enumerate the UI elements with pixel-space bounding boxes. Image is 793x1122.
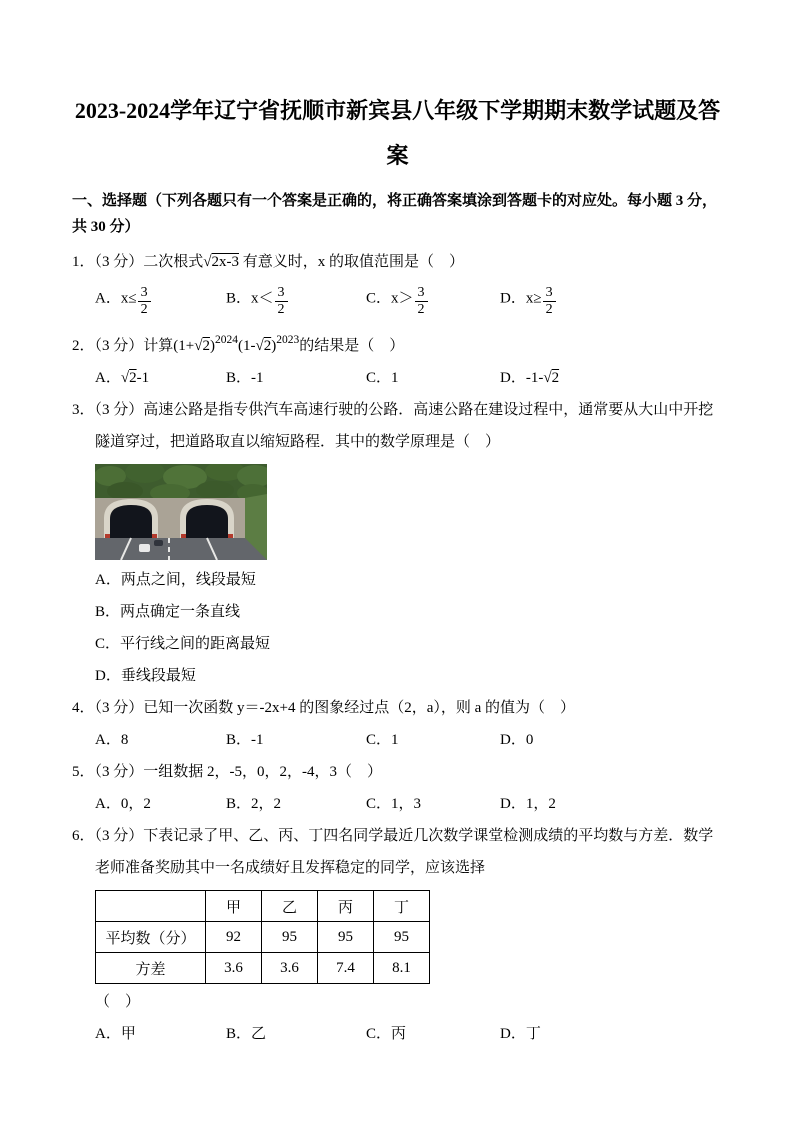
option-d: D．0 bbox=[500, 732, 534, 748]
table-row-label: 平均数（分） bbox=[96, 922, 206, 953]
option-d-text: D．x≥ bbox=[500, 290, 542, 307]
option-c: C．丙 bbox=[366, 1026, 407, 1042]
question-6 bbox=[72, 820, 723, 1050]
radicand: 2 bbox=[551, 370, 560, 386]
tunnel-right bbox=[181, 502, 233, 538]
option-b: B．-1 bbox=[226, 732, 264, 748]
section-header: 一、选择题（下列各题只有一个答案是正确的，将正确答案填涂到答题卡的对应处。每小题 3 分，共 30 分） bbox=[72, 193, 718, 235]
table-cell: 3.6 bbox=[206, 953, 262, 984]
option-a-rest: -1 bbox=[136, 370, 150, 386]
tunnel-left bbox=[105, 502, 157, 538]
option-c-text: C．x＞ bbox=[366, 290, 414, 307]
table-cell: 3.6 bbox=[262, 953, 318, 984]
option-b: B．2，2 bbox=[226, 796, 282, 812]
radicand: 2 bbox=[263, 338, 272, 354]
page-title: 2023-2024学年辽宁省抚顺市新宾县八年级下学期期末数学试题及答案 bbox=[74, 98, 721, 168]
table-header-row bbox=[96, 891, 430, 922]
option-a: A．0，2 bbox=[95, 796, 151, 812]
fraction-denominator: 2 bbox=[277, 301, 285, 317]
fraction bbox=[415, 285, 428, 317]
score-table bbox=[95, 890, 430, 984]
fraction bbox=[543, 285, 556, 317]
table-row-mean bbox=[96, 922, 430, 953]
fraction-denominator: 2 bbox=[545, 301, 553, 317]
radicand: 2 bbox=[202, 338, 210, 354]
option-b bbox=[226, 285, 366, 317]
car-white bbox=[139, 544, 150, 552]
radical-icon: √ bbox=[255, 338, 264, 354]
option-b: B．乙 bbox=[226, 1026, 267, 1042]
table-col-header: 丙 bbox=[318, 891, 374, 922]
option-d bbox=[500, 362, 723, 394]
paren-close: ) bbox=[271, 338, 277, 354]
fraction bbox=[275, 285, 288, 317]
question-2-stem-pre: 2．（3 分）计算 bbox=[72, 338, 174, 354]
question-4 bbox=[72, 692, 723, 756]
fraction-denominator: 2 bbox=[140, 301, 148, 317]
question-6-stem: 6．（3 分）下表记录了甲、乙、丙、丁四名同学最近几次数学课堂检测成绩的平均数与方差．数学老师准备奖励其中一名成绩好且发挥稳定的同学，应该选择 bbox=[72, 828, 714, 876]
fraction bbox=[138, 285, 151, 317]
option-a bbox=[95, 285, 226, 317]
question-1-stem-pre: 1．（3 分）二次根式 bbox=[72, 254, 204, 270]
radical-icon: √ bbox=[120, 370, 130, 386]
question-5-options bbox=[72, 788, 723, 820]
radicand: 2x-3 bbox=[211, 254, 239, 270]
table-row-variance bbox=[96, 953, 430, 984]
table-corner-cell bbox=[96, 891, 206, 922]
option-d-pre: -1- bbox=[525, 370, 544, 386]
table-cell: 8.1 bbox=[374, 953, 430, 984]
exponent: 2023 bbox=[276, 334, 300, 346]
question-5-stem: 5．（3 分）一组数据 2，-5，0，2，-4，3（ ） bbox=[72, 764, 382, 780]
option-d bbox=[500, 285, 723, 317]
table-row-label: 方差 bbox=[96, 953, 206, 984]
question-3-option-a: A．两点之间，线段最短 bbox=[95, 572, 256, 588]
roadway bbox=[95, 538, 267, 560]
option-c bbox=[366, 285, 500, 317]
question-3-option-d: D．垂线段最短 bbox=[95, 668, 196, 684]
question-1 bbox=[72, 246, 723, 324]
question-2-stem-post: 的结果是（ ） bbox=[299, 338, 405, 354]
option-b-text: B．x＜ bbox=[226, 290, 274, 307]
power-expression-2 bbox=[237, 334, 300, 354]
radicand: 2 bbox=[129, 370, 137, 386]
question-3-option-c: C．平行线之间的距离最短 bbox=[95, 636, 271, 652]
radical-icon: √ bbox=[543, 370, 552, 386]
fraction-numerator: 3 bbox=[543, 285, 556, 301]
option-a: A．甲 bbox=[95, 1026, 136, 1042]
table-col-header: 乙 bbox=[262, 891, 318, 922]
table-cell: 95 bbox=[318, 922, 374, 953]
tunnel-photo bbox=[95, 464, 267, 560]
paren-close: ) bbox=[209, 338, 215, 354]
table-col-header: 甲 bbox=[206, 891, 262, 922]
table-col-header: 丁 bbox=[374, 891, 430, 922]
radical-icon: √ bbox=[203, 254, 212, 270]
paren-open: (1+ bbox=[173, 338, 195, 354]
question-4-stem: 4．（3 分）已知一次函数 y＝-2x+4 的图象经过点（2，a），则 a 的值为（ ） bbox=[72, 700, 576, 716]
option-c: C．1 bbox=[366, 732, 399, 748]
fraction-denominator: 2 bbox=[417, 301, 425, 317]
option-a-label: A． bbox=[95, 370, 121, 386]
radical-icon: √ bbox=[194, 338, 203, 354]
option-a bbox=[95, 362, 226, 394]
exponent: 2024 bbox=[214, 334, 238, 346]
power-expression-1 bbox=[173, 334, 238, 354]
question-3-stem: 3．（3 分）高速公路是指专供汽车高速行驶的公路．高速公路在建设过程中，通常要从大山中开挖隧道穿过，把道路取直以缩短路程．其中的数学原理是（ ） bbox=[72, 402, 714, 450]
question-6-options bbox=[72, 1018, 723, 1050]
table-cell: 95 bbox=[374, 922, 430, 953]
sqrt-expression bbox=[203, 254, 239, 270]
option-d: D．丁 bbox=[500, 1026, 541, 1042]
option-a-text: A．x≤ bbox=[95, 290, 137, 307]
option-b: B．-1 bbox=[226, 370, 264, 386]
option-c: C．1 bbox=[366, 370, 399, 386]
question-2 bbox=[72, 324, 723, 394]
option-d: D．1，2 bbox=[500, 796, 556, 812]
option-c: C．1，3 bbox=[366, 796, 422, 812]
question-1-options bbox=[72, 278, 723, 324]
question-2-options bbox=[72, 362, 723, 394]
option-d-label: D． bbox=[500, 370, 526, 386]
table-cell: 7.4 bbox=[318, 953, 374, 984]
question-3-option-b: B．两点确定一条直线 bbox=[95, 604, 241, 620]
fraction-numerator: 3 bbox=[415, 285, 428, 301]
question-2-stem bbox=[72, 324, 723, 362]
hillside bbox=[95, 464, 267, 502]
table-cell: 92 bbox=[206, 922, 262, 953]
fraction-numerator: 3 bbox=[275, 285, 288, 301]
table-cell: 95 bbox=[262, 922, 318, 953]
fraction-numerator: 3 bbox=[138, 285, 151, 301]
question-1-stem-post: 有意义时，x 的取值范围是（ ） bbox=[242, 254, 465, 270]
paren-open: (1- bbox=[237, 338, 256, 354]
question-6-answer-paren: （ ） bbox=[95, 994, 141, 1010]
car-dark bbox=[154, 540, 163, 546]
question-4-options bbox=[72, 724, 723, 756]
question-5 bbox=[72, 756, 723, 820]
question-1-stem bbox=[72, 246, 723, 278]
question-3 bbox=[72, 394, 723, 692]
option-a: A．8 bbox=[95, 732, 129, 748]
